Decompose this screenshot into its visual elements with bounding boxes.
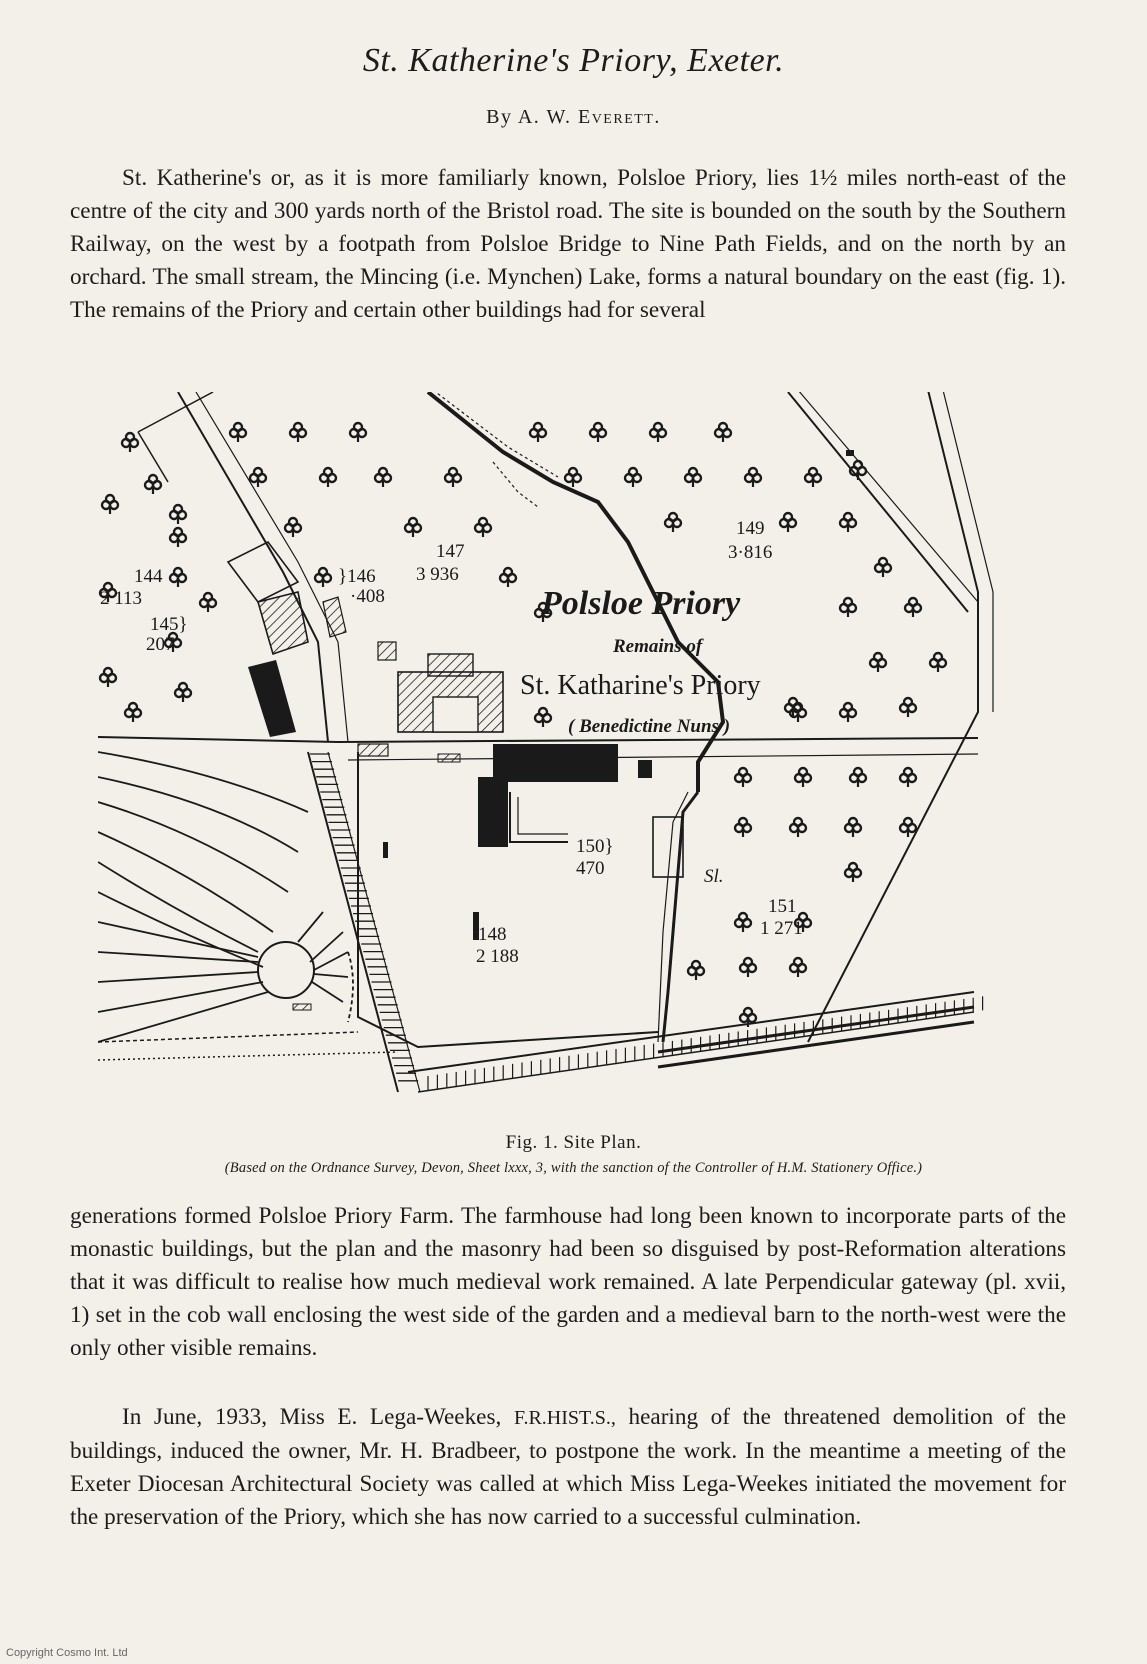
tree-icon — [625, 468, 641, 487]
tree-icon — [530, 423, 546, 442]
tree-icon — [715, 423, 731, 442]
tree-icon — [850, 768, 866, 787]
tree-icon — [100, 668, 116, 687]
plot-144: 144 — [134, 566, 163, 587]
tree-icon — [320, 468, 336, 487]
tree-icon — [315, 568, 331, 587]
plot-147-area: 3 936 — [416, 564, 459, 585]
tree-icon — [590, 423, 606, 442]
tree-icon — [740, 958, 756, 977]
tree-icon — [650, 423, 666, 442]
label-benedictine-nuns: ( Benedictine Nuns ) — [568, 716, 731, 737]
west-footpath — [178, 392, 328, 742]
plot-149-area: 3·816 — [728, 542, 773, 563]
plot-148-area: 2 188 — [476, 946, 519, 967]
tree-icon — [290, 423, 306, 442]
p3-text-b: hearing of the threatened demolition of the buildings, induced the owner, Mr. H. Bradbeer, to postpone the work. In the meantime a meeting of the Exeter Diocesan Architectural Society was called at which Miss Lega-Weekes initiated the movement for the preservation of the Priory, which she has now carried to a successful culmination. — [70, 1404, 1067, 1530]
label-polsloe-priory: Polsloe Priory — [541, 585, 741, 622]
site-plan-figure — [98, 392, 1034, 1102]
label-st-katharines-priory: St. Katharine's Priory — [520, 670, 761, 701]
paragraph-preservation — [70, 1401, 1066, 1534]
tree-icon — [735, 768, 751, 787]
tree-icon — [875, 558, 891, 577]
tree-icon — [122, 433, 138, 452]
tree-icon — [900, 698, 916, 717]
tree-icon — [250, 468, 266, 487]
tree-icon — [900, 818, 916, 837]
tree-icon — [688, 961, 704, 980]
tree-icon — [735, 913, 751, 932]
plot-145: 145} — [150, 614, 188, 635]
tree-icon — [805, 468, 821, 487]
railway-embankment — [308, 752, 420, 1092]
article-byline — [0, 106, 1147, 129]
tree-icon — [840, 703, 856, 722]
tree-icon — [840, 513, 856, 532]
tree-icon — [780, 513, 796, 532]
plot-146: }146 — [338, 566, 376, 587]
plot-148: 148 — [478, 924, 507, 945]
tree-icon — [500, 568, 516, 587]
tree-icon — [845, 863, 861, 882]
p3-honorific: F.R.HIST.S., — [513, 1407, 616, 1429]
byline-prefix: By A. W. — [486, 106, 572, 128]
tree-icon — [375, 468, 391, 487]
tree-icon — [900, 768, 916, 787]
tree-icon — [535, 708, 551, 727]
tree-icon — [175, 683, 191, 702]
plot-149: 149 — [736, 518, 765, 539]
tree-icon — [125, 703, 141, 722]
tree-icon — [905, 598, 921, 617]
tree-icon — [565, 468, 581, 487]
article-title: St. Katherine's Priory, Exeter. — [362, 42, 785, 79]
tree-icon — [200, 593, 216, 612]
tree-icon — [735, 818, 751, 837]
paragraph-intro: St. Katherine's or, as it is more familiarly known, Polsloe Priory, lies 1½ miles north-east of the centre of the city and 300 yards north of the Bristol road. The site is bounded on the south by the Southern Railway, on the west by a footpath from Polsloe Bridge to Nine Path Fields, and on the north by an orchard. The small stream, the Mincing (i.e. Mynchen) Lake, forms a natural boundary on the east (fig. 1). The remains of the Priory and certain other buildings had for several — [70, 165, 1066, 323]
tree-icon — [840, 598, 856, 617]
tree-icon — [445, 468, 461, 487]
tree-icon — [230, 423, 246, 442]
tree-icon — [790, 818, 806, 837]
tree-icon — [350, 423, 366, 442]
plot-150: 150} — [576, 836, 614, 857]
tree-icon — [930, 653, 946, 672]
railway-yard — [98, 752, 353, 1042]
plot-144-area: 2 113 — [100, 588, 143, 609]
tree-icon — [790, 958, 806, 977]
tree-icon — [285, 518, 301, 537]
tree-icon — [475, 518, 491, 537]
tree-icon — [405, 518, 421, 537]
p3-text-a: In June, 1933, Miss E. Lega-Weekes, — [122, 1404, 502, 1430]
tree-icon — [665, 513, 681, 532]
tree-icon — [845, 818, 861, 837]
tree-icon — [102, 495, 118, 514]
plot-145-area: 207 — [146, 634, 175, 655]
label-sl: Sl. — [704, 866, 724, 887]
tree-icon — [745, 468, 761, 487]
tree-icon — [795, 768, 811, 787]
tree-icon — [685, 468, 701, 487]
tree-icon — [170, 528, 186, 547]
plot-146-area: ·408 — [350, 586, 385, 607]
plot-147: 147 — [436, 541, 465, 562]
figure-source-note: (Based on the Ordnance Survey, Devon, Sheet lxxx, 3, with the sanction of the Controller of H.M. Stationery Office.) — [224, 1160, 923, 1176]
plot-151: 151 — [768, 896, 797, 917]
label-remains-of: Remains of — [613, 636, 703, 657]
plot-151-area: 1 271 — [760, 918, 803, 939]
tree-icon — [170, 505, 186, 524]
copyright-notice: Copyright Cosmo Int. Ltd — [6, 1647, 128, 1659]
tree-icon — [870, 653, 886, 672]
paragraph-farm: generations formed Polsloe Priory Farm. The farmhouse had long been known to incorporate parts of the monastic buildings, but the plan and the masonry had been so disguised by post-Reformation alterations that it was difficult to realise how much medieval work remained. A late Perpendicular gateway (pl. xvii, 1) set in the cob wall enclosing the west side of the garden and a medieval barn to the north-west were the only other visible remains. — [70, 1203, 1066, 1361]
figure-caption: Fig. 1. Site Plan. — [505, 1132, 642, 1153]
byline-author: Everett. — [577, 106, 661, 128]
plot-150-area: 470 — [576, 858, 605, 879]
tree-icon — [170, 568, 186, 587]
tree-icon — [145, 475, 161, 494]
